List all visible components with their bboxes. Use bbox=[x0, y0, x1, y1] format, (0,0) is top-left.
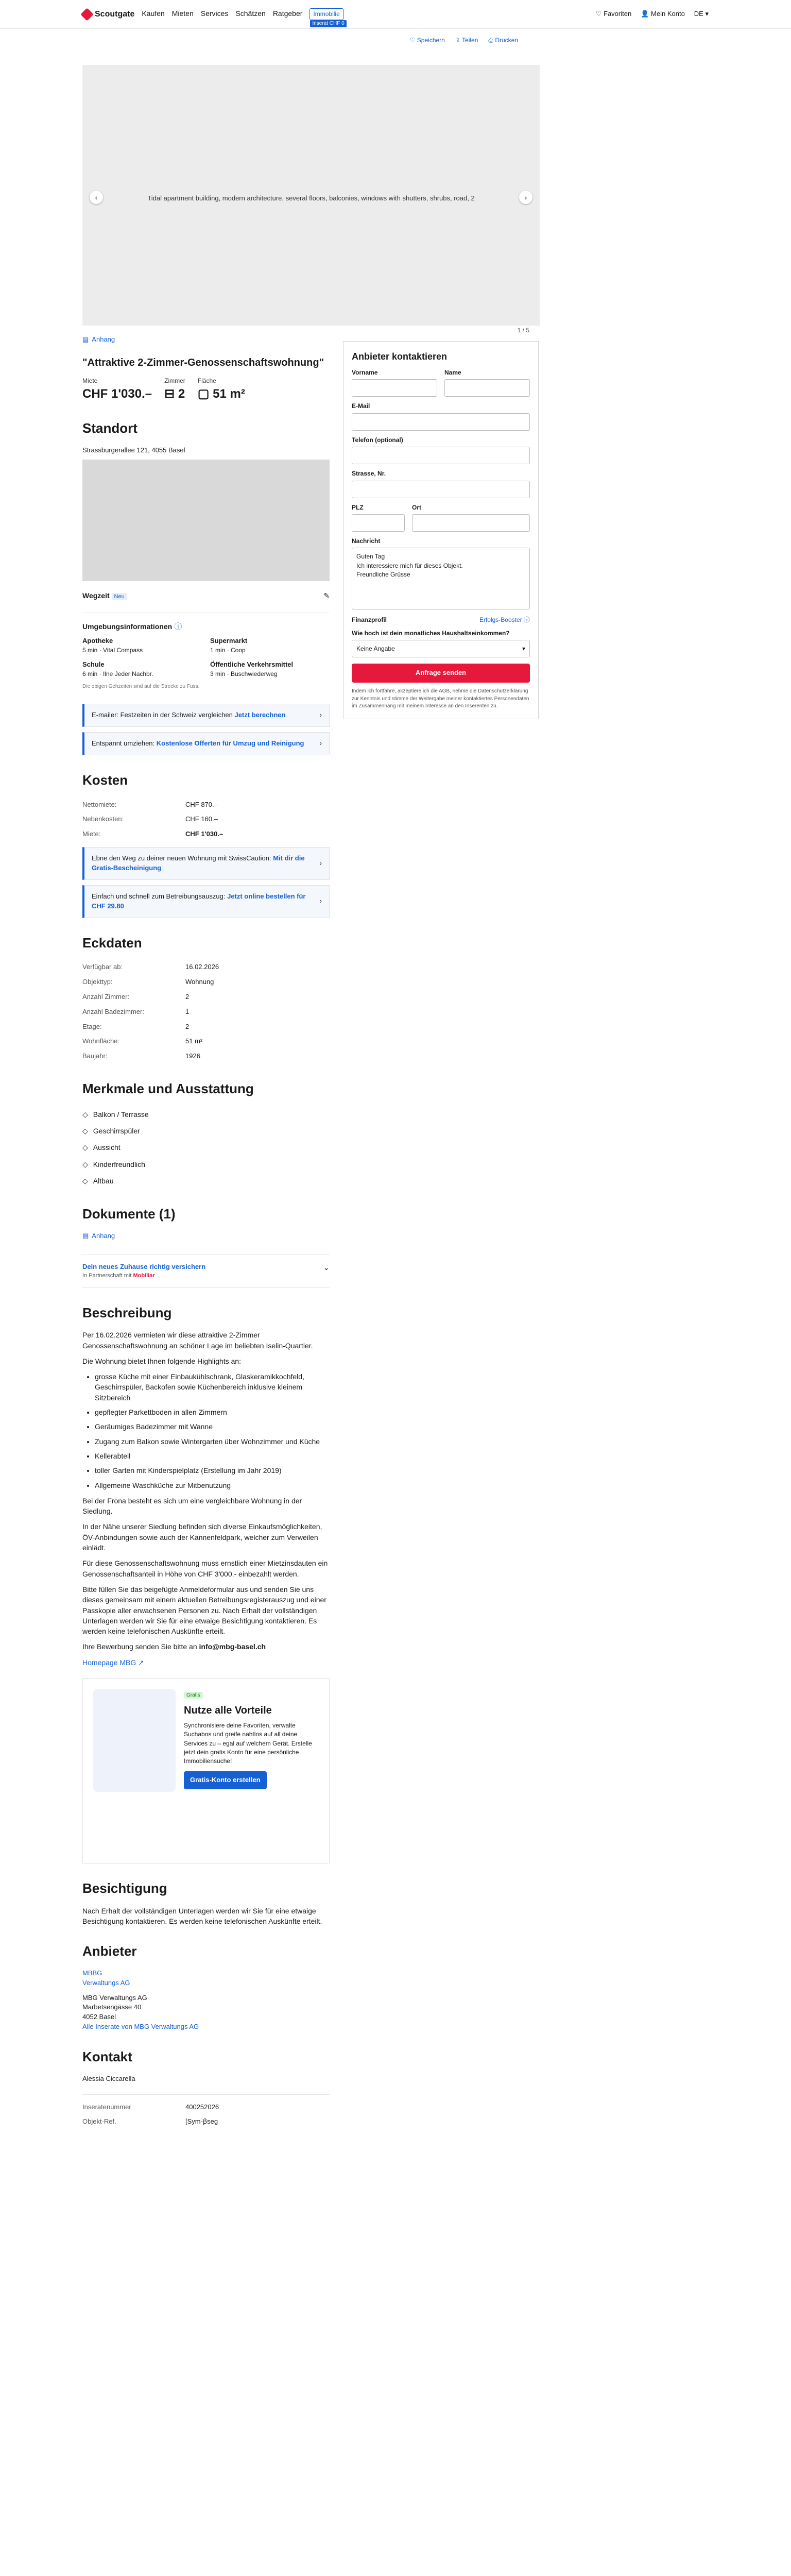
dishwasher-icon: ◇ bbox=[82, 1127, 88, 1136]
attachment-link[interactable] bbox=[82, 335, 330, 345]
edit-icon[interactable]: ✎ bbox=[323, 591, 330, 600]
street-label: Strasse, Nr. bbox=[352, 470, 386, 478]
feature-item bbox=[82, 1139, 330, 1156]
facts-heading: Eckdaten bbox=[82, 935, 142, 951]
message-label: Nachricht bbox=[352, 537, 381, 545]
fact-key: Verfügbar ab: bbox=[82, 963, 123, 971]
fact-value: 16.02.2026 bbox=[185, 963, 219, 971]
advert-text: Synchronisiere deine Favoriten, verwalte Suchabos und greife nahtlos auf all deine Services zu – egal auf welchem Gerät. Erstelle jetzt dein gratis Konto für eine persönliche Immobiliensuche! bbox=[184, 1721, 312, 1765]
phone-label: Telefon (optional) bbox=[352, 436, 403, 444]
feature-item bbox=[82, 1123, 330, 1139]
save-button[interactable]: ♡ Speichern bbox=[409, 37, 445, 44]
feature-label: Aussicht bbox=[93, 1143, 121, 1152]
fact-key: Anzahl Zimmer: bbox=[82, 992, 130, 1001]
nav-inserieren[interactable] bbox=[309, 8, 345, 26]
route-label: Wegzeit bbox=[82, 591, 110, 600]
chevron-right-icon: › bbox=[319, 859, 322, 867]
fact-key: Anzahl Badezimmer: bbox=[82, 1007, 144, 1015]
highlight-item: • Allgemeine Waschküche zur Mitbenutzung bbox=[95, 1480, 330, 1490]
contact-name: Alessia Ciccarella bbox=[82, 2074, 135, 2082]
rooms-label: Zimmer bbox=[164, 377, 185, 384]
nav-ratgeber[interactable]: Ratgeber bbox=[272, 9, 303, 18]
environment-section bbox=[82, 613, 330, 691]
info-icon: ⓘ bbox=[523, 616, 530, 624]
feature-item bbox=[82, 1156, 330, 1173]
provider-link[interactable]: Verwaltungs AG bbox=[82, 1978, 130, 1987]
promo-betreibung[interactable] bbox=[82, 885, 330, 918]
highlights-list bbox=[82, 1371, 330, 1490]
print-button[interactable]: ⎙ Drucken bbox=[488, 37, 518, 44]
building-icon: ◇ bbox=[82, 1176, 88, 1185]
account-label: Mein Konto bbox=[651, 10, 685, 18]
cost-key: Nebenkosten: bbox=[82, 815, 124, 823]
external-link-icon: ↗ bbox=[138, 1658, 144, 1667]
route-row[interactable] bbox=[82, 590, 330, 601]
description-paragraph: Bitte füllen Sie das beigefügte Anmeldeformular aus und senden Sie uns dieses gemeinsam mit einem aktuellen Betreibungsregisterauszug und einer Passkopie aller erwachsenen Personen zu. Nach Erhalt der vollständigen Unterlagen werden wir Sie für eine etwaige Besichtigung kontaktieren. Es werden keine telefonischen Auskünfte erteilt. bbox=[82, 1585, 326, 1636]
description-paragraph: Die Wohnung bietet Ihnen folgende Highlights an: bbox=[82, 1357, 241, 1365]
email-label: E-Mail bbox=[352, 402, 370, 410]
free-badge: Gratis bbox=[184, 1692, 203, 1699]
share-label: Teilen bbox=[462, 37, 478, 44]
household-value: Keine Angabe bbox=[356, 645, 395, 653]
cost-value: CHF 160.– bbox=[185, 815, 218, 823]
image-gallery[interactable] bbox=[82, 65, 540, 334]
promo-betreibung-text: Einfach und schnell zum Betreibungsauszug: bbox=[92, 892, 226, 900]
favorites-label: Favoriten bbox=[604, 10, 632, 18]
insurance-partner-logo: Mobiliar bbox=[133, 1272, 155, 1279]
finance-label: Finanzprofil bbox=[352, 616, 387, 624]
promo-swisscaution[interactable] bbox=[82, 847, 330, 880]
advert-title: Nutze alle Vorteile bbox=[184, 1704, 272, 1716]
provider-all-listings-link[interactable]: Alle Inserate von MBG Verwaltungs AG bbox=[82, 2023, 199, 2031]
household-select[interactable] bbox=[352, 640, 530, 657]
feature-item bbox=[82, 1173, 330, 1189]
description-heading: Beschreibung bbox=[82, 1304, 172, 1320]
finance-link[interactable] bbox=[479, 616, 530, 624]
gallery-prev-icon[interactable]: ‹ bbox=[90, 191, 103, 204]
city-label: Ort bbox=[412, 503, 422, 511]
nav-inserieren-tag: Inserat CHF 0 bbox=[310, 20, 346, 28]
email-input[interactable] bbox=[352, 413, 530, 431]
env-transport bbox=[210, 660, 330, 679]
balcony-icon: ◇ bbox=[82, 1110, 88, 1118]
share-button[interactable]: ⇪ Teilen bbox=[455, 37, 478, 44]
message-textarea[interactable]: Guten Tag Ich interessiere mich für dieses Objekt. Freundliche Grüsse bbox=[352, 548, 530, 609]
insurance-title: Dein neues Zuhause richtig versichern bbox=[82, 1262, 206, 1270]
insurance-sub bbox=[82, 1272, 205, 1280]
fact-row bbox=[82, 1020, 330, 1035]
document-label: Anhang bbox=[92, 1231, 115, 1240]
promo-swisscaution-link: Mit dir die Gratis-Bescheinigung bbox=[92, 854, 305, 872]
env-pharmacy-detail: 5 min · Vital Compass bbox=[82, 647, 143, 654]
viewing-text: Nach Erhalt der vollständigen Unterlagen werden wir Sie für eine etwaige Besichtigung kontaktieren. Es werden keine telefonischen Auskünfte erteilt. bbox=[82, 1906, 322, 1925]
last-name-label: Name bbox=[444, 369, 461, 377]
cost-row bbox=[82, 827, 330, 842]
fact-key: Etage: bbox=[82, 1022, 102, 1030]
address: Strassburgerallee 121, 4055 Basel bbox=[82, 446, 185, 454]
env-school bbox=[82, 660, 202, 679]
account-advert bbox=[82, 1678, 330, 1863]
description-apply-text: Ihre Bewerbung senden Sie bitte an bbox=[82, 1642, 197, 1651]
provider-block bbox=[82, 1969, 330, 2032]
promo-umzug-text: Entspannt umziehen: bbox=[92, 739, 155, 748]
attachment-label: Anhang bbox=[92, 335, 115, 343]
area-value bbox=[198, 385, 245, 403]
highlight-item: • toller Garten mit Kinderspielplatz (Erstellung im Jahr 2019) bbox=[95, 1465, 330, 1476]
insurance-sub-label: In Partnerschaft mit bbox=[82, 1272, 132, 1279]
zip-input[interactable] bbox=[352, 514, 405, 532]
create-account-button[interactable]: Gratis-Konto erstellen bbox=[184, 1771, 267, 1789]
nav-schaetzen[interactable]: Schätzen bbox=[235, 9, 266, 18]
nav-mieten[interactable]: Mieten bbox=[171, 9, 194, 18]
highlight-item: • Zugang zum Balkon sowie Wintergarten über Wohnzimmer und Küche bbox=[95, 1436, 330, 1447]
chevron-down-icon: ⌄ bbox=[323, 1263, 330, 1272]
listing-actions bbox=[0, 29, 791, 53]
document-link[interactable] bbox=[82, 1231, 330, 1241]
gallery-next-icon[interactable]: › bbox=[519, 191, 532, 204]
contact-row bbox=[82, 2100, 330, 2115]
promo-umzug[interactable] bbox=[82, 732, 330, 755]
fact-row bbox=[82, 960, 330, 975]
promo-betreibung-link: Jetzt online bestellen für CHF 29.80 bbox=[92, 892, 306, 910]
document-icon: ▤ bbox=[82, 1231, 89, 1240]
provider-heading: Anbieter bbox=[82, 1943, 137, 1959]
first-name-label: Vorname bbox=[352, 369, 378, 377]
highlight-item: • Kellerabteil bbox=[95, 1451, 330, 1461]
contact-value: [Sym-ꞵseg bbox=[185, 2117, 218, 2126]
env-pharmacy-name: Apotheke bbox=[82, 637, 113, 645]
brand-logo[interactable] bbox=[82, 8, 134, 20]
provider-street: Marbetsengässe 40 bbox=[82, 2003, 142, 2011]
brand-name: Scoutgate bbox=[95, 9, 135, 19]
phone-illustration bbox=[93, 1689, 176, 1792]
description-paragraph: In der Nähe unserer Siedlung befinden sich diverse Einkaufsmöglichkeiten, ÖV-Anbindungen sowie auch der Kannenfeldpark, welcher zum Verweilen einlädt. bbox=[82, 1522, 322, 1552]
env-school-name: Schule bbox=[82, 660, 105, 669]
contact-row bbox=[82, 2114, 330, 2129]
main-nav bbox=[142, 8, 345, 26]
nav-services[interactable]: Services bbox=[200, 9, 229, 18]
feature-label: Kinderfreundlich bbox=[93, 1160, 145, 1168]
viewing-heading: Besichtigung bbox=[82, 1880, 167, 1896]
finance-link-label: Erfolgs-Booster bbox=[479, 616, 522, 624]
description-paragraph: Per 16.02.2026 vermieten wir diese attraktive 2-Zimmer Genossenschaftswohnung an schöner Lage im beliebten Iselin-Quartier. bbox=[82, 1331, 313, 1350]
listing-main bbox=[82, 335, 330, 2129]
fact-row bbox=[82, 1034, 330, 1049]
street-input[interactable] bbox=[352, 481, 530, 498]
rent-value: CHF 1'030.– bbox=[82, 387, 152, 401]
brand-mark-icon bbox=[80, 8, 93, 21]
submit-inquiry-button[interactable]: Anfrage senden bbox=[352, 664, 530, 683]
environment-heading: Umgebungsinformationen bbox=[82, 622, 173, 631]
fact-key: Objekttyp: bbox=[82, 978, 113, 986]
contact-key: Inseratenummer bbox=[82, 2103, 131, 2111]
cost-key: Miete: bbox=[82, 830, 101, 838]
phone-input[interactable] bbox=[352, 447, 530, 464]
environment-note: Die obigen Gehzeiten sind auf die Strecke zu Fuss. bbox=[82, 683, 200, 689]
rooms-value bbox=[164, 385, 185, 403]
area-number: 51 m² bbox=[213, 387, 245, 401]
env-pharmacy bbox=[82, 636, 202, 655]
door-icon: ⊟ bbox=[164, 387, 178, 401]
key-figures bbox=[82, 377, 330, 403]
fact-row bbox=[82, 990, 330, 1005]
insurance-accordion[interactable] bbox=[82, 1255, 330, 1288]
rent-label: Miete bbox=[82, 377, 98, 384]
language-label: DE bbox=[694, 10, 703, 18]
contact-form bbox=[343, 341, 539, 719]
print-label: Drucken bbox=[495, 37, 518, 44]
cost-row bbox=[82, 812, 330, 827]
gallery-counter: 1 / 5 bbox=[517, 326, 529, 334]
fact-row bbox=[82, 1049, 330, 1064]
provider-name: MBG Verwaltungs AG bbox=[82, 1993, 147, 2002]
favorites-link[interactable]: ♡ Favoriten bbox=[595, 10, 632, 18]
provider-link[interactable]: MBBG bbox=[82, 1969, 102, 1977]
fact-row bbox=[82, 1005, 330, 1020]
fact-key: Baujahr: bbox=[82, 1052, 108, 1060]
cost-row bbox=[82, 798, 330, 812]
fact-value: 2 bbox=[185, 992, 190, 1001]
chevron-right-icon: › bbox=[319, 739, 322, 748]
env-supermarket bbox=[210, 636, 330, 655]
fact-value: 1926 bbox=[185, 1052, 200, 1060]
feature-label: Geschirrspüler bbox=[93, 1127, 140, 1136]
highlight-item: • grosse Küche mit einer Einbaukühlschrank, Glaskeramikkochfeld, Geschirrspüler, Backofen sowie Küchenbereich inklusive kleinem Sitzbereich bbox=[95, 1371, 330, 1403]
header-actions bbox=[596, 9, 709, 19]
description-section bbox=[82, 1303, 330, 1668]
promo-festzeiten-text: E-mailer: Festzeiten in der Schweiz vergleichen bbox=[92, 711, 233, 719]
promo-festzeiten-link: Jetzt berechnen bbox=[234, 711, 286, 719]
feature-label: Altbau bbox=[93, 1176, 114, 1185]
description-paragraph: Bei der Frona besteht es sich um eine vergleichbare Wohnung in der Siedlung. bbox=[82, 1496, 302, 1516]
costs-heading: Kosten bbox=[82, 772, 128, 788]
env-transport-name: Öffentliche Verkehrsmittel bbox=[210, 660, 294, 669]
last-name-input[interactable] bbox=[444, 379, 530, 397]
promo-swisscaution-text: Ebne den Weg zu deiner neuen Wohnung mit SwissCaution: bbox=[92, 854, 271, 862]
contact-heading: Kontakt bbox=[82, 2049, 132, 2065]
child-icon: ◇ bbox=[82, 1160, 88, 1168]
description-paragraph: Für diese Genossenschaftswohnung muss ernstlich einer Mietzinsdauten ein Genossenschaftsanteil in Höhe von CHF 3'000.- einbezahlt werden. bbox=[82, 1559, 328, 1578]
account-link[interactable]: 👤 Mein Konto bbox=[641, 10, 685, 18]
features-list bbox=[82, 1106, 330, 1189]
nav-kaufen[interactable]: Kaufen bbox=[142, 9, 165, 18]
fact-value: 1 bbox=[185, 1007, 190, 1015]
view-icon: ◇ bbox=[82, 1143, 88, 1152]
legal-text: Indem ich fortfahre, akzeptiere ich die AGB, nehme die Datenschutzerklärung zur Kenntnis und stimme der Weitergabe meiner kontaktiertes Personendaten im Zusammenhang mit meinem Interesse an den Inserenten zu. bbox=[352, 688, 529, 709]
city-input[interactable] bbox=[412, 514, 530, 532]
household-question: Wie hoch ist dein monatliches Haushaltseinkommen? bbox=[352, 629, 510, 637]
fact-row bbox=[82, 975, 330, 990]
nav-inserieren-label: Immobilie bbox=[313, 10, 340, 18]
contact-value: 400252026 bbox=[185, 2103, 219, 2111]
area-label: Fläche bbox=[197, 377, 216, 384]
promo-festzeiten[interactable] bbox=[82, 704, 330, 727]
fact-value: 51 m² bbox=[185, 1037, 203, 1045]
contact-email[interactable]: info@mbg-basel.ch bbox=[199, 1642, 266, 1651]
first-name-input[interactable] bbox=[352, 379, 437, 397]
feature-item bbox=[82, 1106, 330, 1123]
location-heading: Standort bbox=[82, 420, 137, 436]
listing-title: "Attraktive 2-Zimmer-Genossenschaftswohnung" bbox=[82, 357, 324, 368]
highlight-item: • gepflegter Parkettboden in allen Zimmern bbox=[95, 1407, 330, 1417]
chevron-right-icon: › bbox=[319, 711, 322, 719]
cost-key: Nettomiete: bbox=[82, 800, 117, 808]
feature-label: Balkon / Terrasse bbox=[93, 1110, 149, 1118]
homepage-link[interactable]: Homepage MBG bbox=[82, 1658, 136, 1667]
contact-key: Objekt-Ref. bbox=[82, 2117, 116, 2126]
cost-value: CHF 1'030.– bbox=[185, 830, 223, 838]
new-badge: Neu bbox=[112, 593, 127, 600]
save-label: Speichern bbox=[417, 37, 445, 44]
area-icon: ▢ bbox=[197, 387, 213, 401]
chevron-right-icon: › bbox=[319, 897, 322, 905]
gallery-image-caption: Tidal apartment building, modern architecture, several floors, balconies, windows with shutters, shrubs, road, 2 bbox=[147, 194, 475, 202]
chevron-down-icon: ▾ bbox=[522, 645, 525, 653]
documents-heading: Dokumente (1) bbox=[82, 1206, 176, 1222]
env-supermarket-detail: 1 min · Coop bbox=[210, 647, 246, 654]
promo-umzug-link: Kostenlose Offerten für Umzug und Reinigung bbox=[156, 739, 304, 748]
document-icon: ▤ bbox=[82, 335, 89, 343]
description-paragraph bbox=[82, 1641, 330, 1652]
features-heading: Merkmale und Ausstattung bbox=[82, 1081, 254, 1097]
language-select[interactable]: DE ▾ bbox=[694, 10, 709, 18]
env-school-detail: 6 min · Ilne Jeder Nachbr. bbox=[82, 670, 153, 678]
env-transport-detail: 3 min · Buschwiederweg bbox=[210, 670, 278, 678]
provider-city: 4052 Basel bbox=[82, 2013, 116, 2021]
fact-value: 2 bbox=[185, 1022, 190, 1030]
top-navigation bbox=[0, 0, 791, 29]
zip-label: PLZ bbox=[352, 503, 364, 511]
env-supermarket-name: Supermarkt bbox=[210, 637, 248, 645]
fact-key: Wohnfläche: bbox=[82, 1037, 120, 1045]
contact-form-title: Anbieter kontaktieren bbox=[352, 351, 448, 362]
cost-value: CHF 870.– bbox=[185, 800, 218, 808]
highlight-item: • Geräumiges Badezimmer mit Wanne bbox=[95, 1421, 330, 1432]
info-icon: ⓘ bbox=[174, 622, 182, 631]
rooms-number: 2 bbox=[178, 387, 185, 401]
map[interactable] bbox=[82, 460, 330, 581]
fact-value: Wohnung bbox=[185, 978, 214, 986]
facts-table bbox=[82, 960, 330, 1064]
